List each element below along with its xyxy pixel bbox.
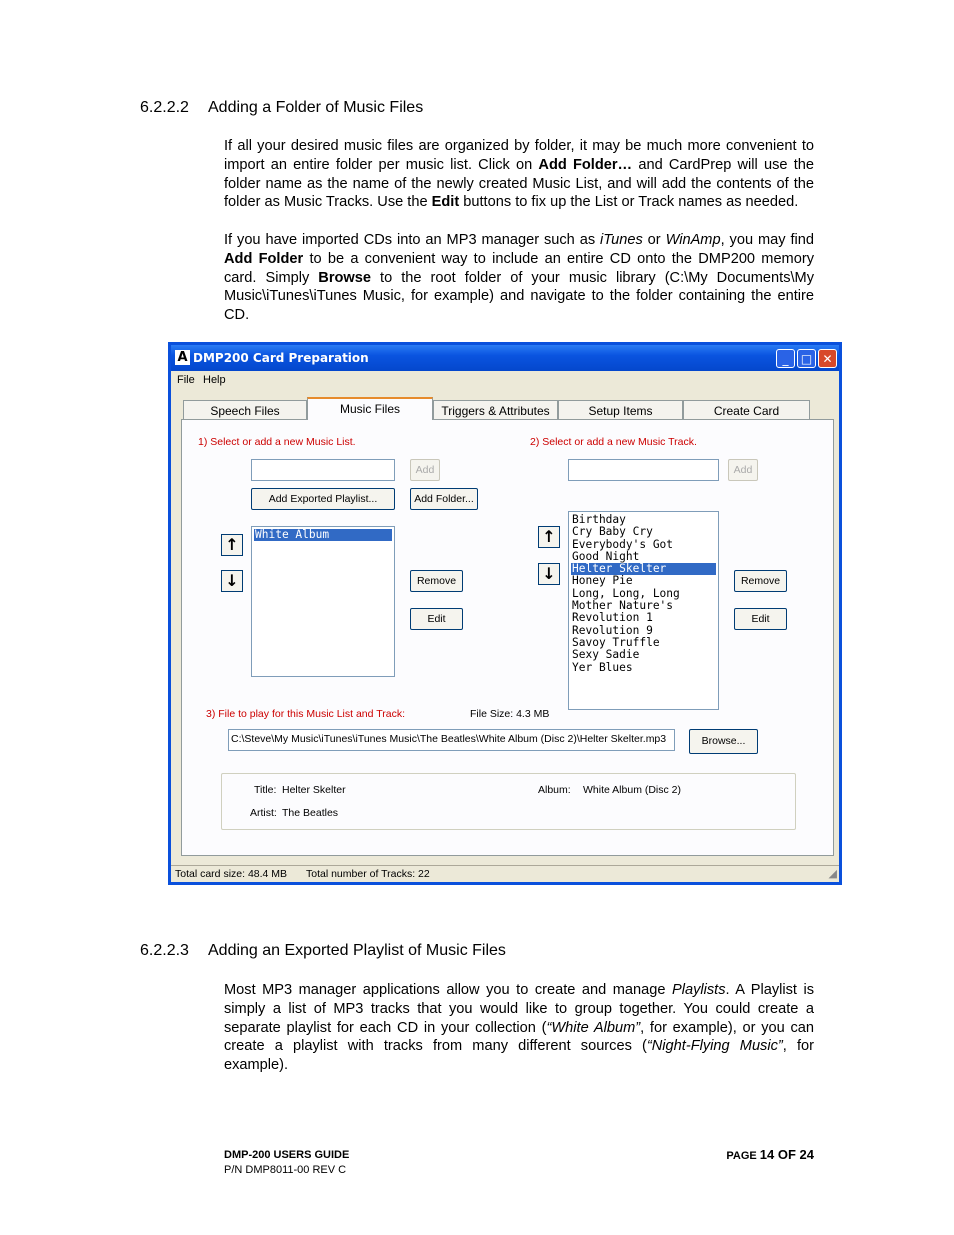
- text: to the root folder of your music library (C:\My Documents\My Music\iTunes\iTunes Music, for example) and navigate to the folder containing the entire CD.: [224, 269, 815, 324]
- track-list-item[interactable]: Sexy Sadie: [572, 648, 640, 662]
- info-title-value: Helter Skelter: [282, 784, 346, 796]
- list-move-down-button[interactable]: ↓: [221, 570, 243, 592]
- text: If all your desired music files are organized by folder, it may be much more convenient to import an entire folder per music list. Click on: [224, 138, 814, 173]
- track-list-item[interactable]: Everybody's Got: [572, 537, 674, 551]
- tab-strip: [183, 399, 811, 419]
- status-card-size: Total card size: 48.4 MB: [175, 868, 288, 880]
- info-title-label: Title:: [254, 784, 277, 796]
- text: to be a convenient way to include an entire CD onto the DMP200 memory card. Simply: [224, 250, 814, 286]
- file-size-label: File Size: 4.3 MB: [470, 708, 550, 720]
- edit-track-button[interactable]: Edit: [734, 608, 787, 630]
- music-track-listbox[interactable]: [568, 511, 719, 710]
- page-current: 14: [759, 1147, 775, 1162]
- text: , for example).: [224, 1038, 815, 1074]
- track-list-item[interactable]: Good Night: [572, 549, 640, 563]
- resize-grip-icon[interactable]: ◢: [828, 868, 837, 880]
- music-list-name-input[interactable]: [251, 459, 395, 481]
- track-move-down-button[interactable]: ↓: [538, 563, 560, 585]
- info-artist-value: The Beatles: [282, 807, 339, 819]
- section-number: 6.2.2.3: [140, 942, 189, 959]
- text: buttons to fix up the List or Track names as needed.: [459, 194, 799, 211]
- italic-text: iTunes: [600, 232, 643, 248]
- section-title: Adding an Exported Playlist of Music Files: [208, 942, 506, 959]
- track-list-item[interactable]: Honey Pie: [572, 574, 633, 588]
- track-list-item[interactable]: Cry Baby Cry: [572, 525, 653, 539]
- add-track-button[interactable]: Add: [728, 459, 758, 481]
- menu-file[interactable]: File: [177, 374, 195, 386]
- tab-speech-files[interactable]: Speech Files: [183, 400, 307, 419]
- tab-triggers-attributes[interactable]: Triggers & Attributes: [433, 400, 558, 419]
- italic-text: WinAmp: [665, 232, 721, 248]
- track-list-item[interactable]: Savoy Truffle: [572, 635, 660, 649]
- track-move-up-button[interactable]: ↑: [538, 526, 560, 548]
- minimize-button[interactable]: _: [776, 349, 795, 368]
- browse-button[interactable]: Browse...: [689, 729, 758, 754]
- step2-label: 2) Select or add a new Music Track.: [530, 436, 697, 448]
- tab-create-card[interactable]: Create Card: [683, 400, 810, 419]
- track-list-item[interactable]: Mother Nature's: [572, 599, 674, 613]
- window-client: [171, 371, 839, 882]
- paragraph-itunes: [224, 231, 814, 325]
- text: or: [642, 232, 666, 248]
- tab-setup-items[interactable]: Setup Items: [558, 400, 683, 419]
- music-list-listbox[interactable]: [251, 526, 395, 677]
- text: , you may find: [720, 232, 814, 248]
- close-button[interactable]: ✕: [818, 349, 837, 368]
- status-track-count: Total number of Tracks: 22: [306, 868, 430, 880]
- add-list-button[interactable]: Add: [410, 459, 440, 481]
- text: , for example), or you can create a playlist with tracks from many different sources (: [224, 1019, 814, 1055]
- text: . A Playlist is simply a list of MP3 tracks that you would like to group together. You could create a separate playlist for each CD in your collection (: [224, 982, 814, 1036]
- bold-text: Add Folder: [224, 250, 304, 267]
- status-bar: [171, 865, 839, 882]
- title-bar[interactable]: [171, 345, 839, 371]
- remove-track-button[interactable]: Remove: [734, 570, 787, 592]
- track-list-item[interactable]: Birthday: [572, 513, 626, 526]
- file-path-input[interactable]: C:\Steve\My Music\iTunes\iTunes Music\The Beatles\White Album (Disc 2)\Helter Skelter.mp3: [228, 729, 675, 751]
- paragraph-playlists: [224, 981, 814, 1075]
- info-album-label: Album:: [538, 784, 571, 796]
- add-folder-button[interactable]: Add Folder...: [410, 488, 478, 510]
- list-move-up-button[interactable]: ↑: [221, 534, 243, 556]
- edit-list-button[interactable]: Edit: [410, 608, 463, 630]
- track-list-item[interactable]: Revolution 9: [572, 623, 653, 637]
- page-prefix: PAGE: [726, 1150, 760, 1162]
- bold-text: Edit: [431, 194, 460, 211]
- info-album-value: White Album (Disc 2): [583, 784, 682, 796]
- footer-guide-title: DMP-200 USERS GUIDE: [224, 1149, 350, 1161]
- page-total: 24: [799, 1147, 814, 1162]
- text: If you have imported CDs into an MP3 manager such as: [224, 232, 601, 248]
- track-list-item[interactable]: Helter Skelter: [571, 563, 716, 575]
- tab-music-files[interactable]: Music Files: [307, 397, 433, 420]
- step1-label: 1) Select or add a new Music List.: [198, 436, 356, 448]
- italic-text: “White Album”: [546, 1019, 641, 1036]
- section-number: 6.2.2.2: [140, 99, 189, 116]
- bold-text: Add Folder…: [538, 156, 633, 173]
- paragraph-add-folder: [224, 137, 814, 212]
- track-list-item[interactable]: Yer Blues: [572, 660, 633, 674]
- section-heading-2: [140, 942, 506, 960]
- section-heading-1: [140, 99, 423, 117]
- section-title: Adding a Folder of Music Files: [208, 99, 424, 116]
- text: and CardPrep will use the folder name as the name of the newly created Music List, and will add the contents of the folder as Music Tracks. Use the: [224, 156, 814, 211]
- track-info-group: [221, 773, 796, 830]
- bold-text: Browse: [318, 269, 371, 286]
- info-artist-label: Artist:: [250, 807, 277, 819]
- app-window: [168, 342, 842, 885]
- menu-help[interactable]: Help: [203, 374, 226, 386]
- window-title: DMP200 Card Preparation: [193, 351, 369, 365]
- maximize-button[interactable]: □: [797, 349, 816, 368]
- text: Most MP3 manager applications allow you to create and manage: [224, 982, 672, 998]
- track-list-item[interactable]: Long, Long, Long: [572, 586, 680, 600]
- menu-bar: [171, 371, 839, 389]
- page-of: OF: [774, 1147, 800, 1162]
- track-list-item[interactable]: Revolution 1: [572, 611, 653, 625]
- add-exported-playlist-button[interactable]: Add Exported Playlist...: [251, 488, 395, 510]
- remove-list-button[interactable]: Remove: [410, 570, 463, 592]
- italic-text: “Night-Flying Music”: [646, 1038, 783, 1055]
- footer-page-number: [726, 1147, 814, 1162]
- footer-part-number: P/N DMP8011-00 REV C: [224, 1164, 347, 1176]
- list-item[interactable]: White Album: [254, 529, 392, 541]
- music-track-name-input[interactable]: [568, 459, 719, 481]
- step3-label: 3) File to play for this Music List and Track:: [206, 708, 405, 720]
- app-logo-icon: A: [175, 350, 190, 365]
- italic-text: Playlists: [672, 982, 726, 998]
